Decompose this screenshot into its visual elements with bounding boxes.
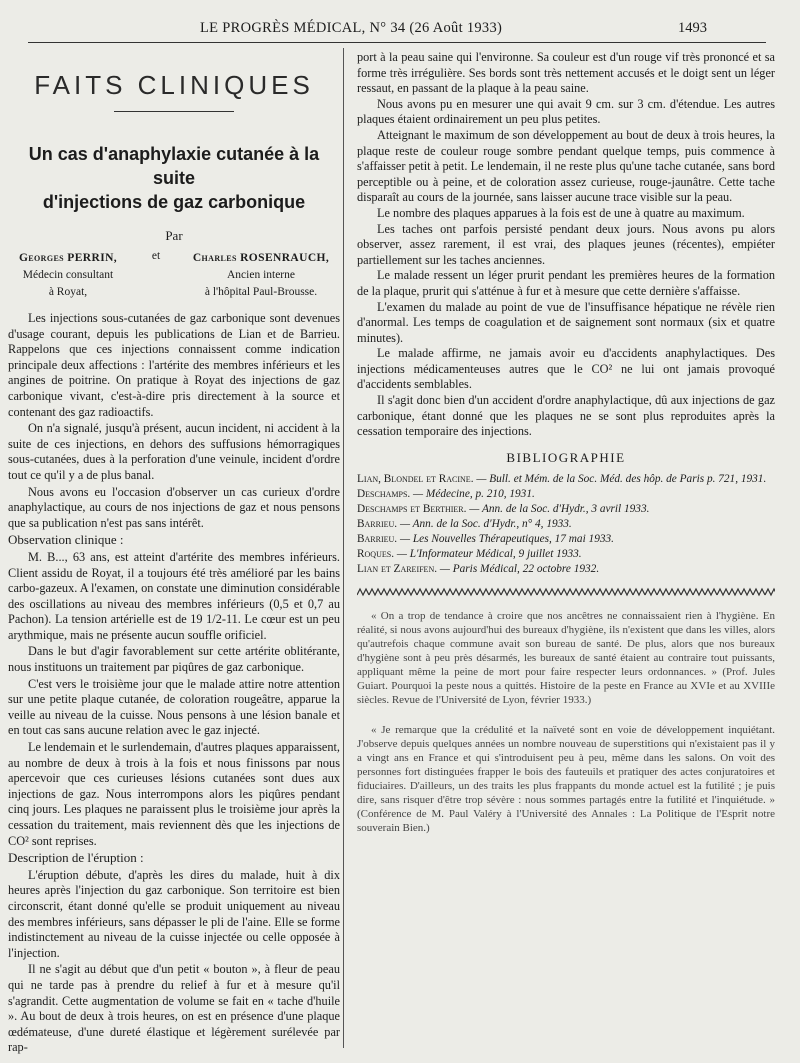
author-place: à Royat, — [48, 286, 88, 298]
bib-entry: Barrieu. — Ann. de la Soc. d'Hydr., n° 4, 1933. — [357, 517, 572, 530]
paragraph: Il s'agit donc bien d'un accident d'ordre anaphylactique, dû aux injections de gaz carbonique, étant donné que les plaques ne se sont plus reproduites après la cessation temporaire des injections. — [357, 393, 775, 439]
quote-paragraph: « Je remarque que la crédulité et la naïveté sont en voie de développement inquiétant. J'observe depuis quelques années un nombre nouveau de superstitions qui n'existaient pas il y a vingt ans en France et qui s'introduisent peu à peu, même dans les salons. On voit des personnes fort distinguées frapper le bois des fauteuils et pratiquer des actes conjuratoires et fiduciaires. D'ailleurs, un des traits les plus frappants du monde actuel est la futilité ; je puis dire, sans risquer d'être trop sévère : nous sommes partagés entre la futilité et l'inquiétude. » (Conférence de M. Paul Valéry à l'Université des Annales : La Politique de l'Esprit notre souverain Bien.) — [357, 723, 775, 834]
et-label: et — [151, 250, 161, 262]
observation-heading: Observation clinique : — [8, 532, 124, 548]
paragraph: Les injections sous-cutanées de gaz carbonique sont devenues d'usage courant, depuis les publications de Lian et de Barrieu. Rappelons que ces injections connaissent comme indication principale deux affections : l'artérite des membres inférieurs et les angines de poitrine. On pratique à Royat des injections de gaz carbonique vivant, c'est-à-dire pris directement à la source et contenant des gaz radioactifs. — [8, 311, 340, 419]
author-name: Charles ROSENRAUCH, — [192, 252, 330, 264]
running-title: LE PROGRÈS MÉDICAL, N° 34 (26 Août 1933) — [200, 20, 503, 36]
paragraph: Le malade ressent un léger prurit pendant les premières heures de la formation de la plaque, prurit qui s'atténue à fur et à mesure que cette dernière s'affaisse. — [357, 268, 775, 298]
paragraph: Le lendemain et le surlendemain, d'autres plaques apparaissent, au nombre de deux à trois à la fois et nous finissons par nous apercevoir que ces curieuses lésions cutanées sont dues aux injections de gaz. Nous interrompons alors les piqûres pendant cinq jours. Les plaques ne paraissent plus le troisième jour après la cessation du traitement, mais reviennent dès que les injections de CO² sont reprises. — [8, 740, 340, 848]
paragraph: Les taches ont parfois persisté pendant deux jours. Nous avons pu alors observer, assez rarement, il est vrai, des plaques jeunes (récentes), empiéter partiellement sur les taches anciennes. — [357, 221, 775, 267]
eruption-heading: Description de l'éruption : — [8, 850, 144, 866]
quote-block — [357, 723, 775, 835]
bibliography-title: BIBLIOGRAPHIE — [506, 449, 626, 465]
paragraph: L'éruption débute, d'après les dires du malade, huit à dix heures après l'injection du gaz carbonique. Son territoire est bien circonscrit, étant donné qu'elle se produit uniquement au niveau des membres inférieurs, sans dépasser le pli de l'aine. Elle se forme indistinctement au niveau de la cuisse injectée ou celle opposée à l'injection. — [8, 867, 340, 960]
column-divider — [343, 48, 344, 1048]
paragraph: Le nombre des plaques apparues à la fois est de une à quatre au maximum. — [377, 205, 745, 220]
section-rule — [114, 111, 234, 112]
paragraph: Nous avons pu en mesurer une qui avait 9 cm. sur 3 cm. d'étendue. Les autres plaques étaient ordinairement un peu plus petites. — [357, 96, 775, 127]
bib-entry: Lian et Zareifen. — Paris Médical, 22 octobre 1932. — [357, 562, 600, 575]
ornament-divider-graphic — [357, 587, 775, 597]
author-place: à l'hôpital Paul-Brousse. — [204, 286, 318, 298]
paragraph: port à la peau saine qui l'environne. Sa couleur est d'un rouge vif très prononcé et sa forme très irrégulière. Ses bords sont très nettement accusés et le doigt sent un léger ressaut, en passant de la plaque à la peau saine. — [357, 50, 775, 96]
ornament-divider — [357, 587, 775, 597]
right-column — [357, 50, 775, 835]
author-role: Médecin consultant — [22, 269, 114, 281]
author-perrin — [8, 250, 128, 301]
quote-block — [357, 609, 775, 707]
article-title-line2: d'injections de gaz carbonique — [42, 192, 306, 212]
page-number: 1493 — [678, 20, 707, 36]
bibliography-list — [357, 472, 775, 577]
par-label: Par — [165, 228, 183, 243]
bib-entry: Lian, Blondel et Racine. — Bull. et Mém. de la Soc. Méd. des hôp. de Paris p. 721, 1931. — [357, 472, 767, 485]
bib-entry: Barrieu. — Les Nouvelles Thérapeutiques, 17 mai 1933. — [357, 532, 614, 545]
paragraph: Atteignant le maximum de son développement au bout de deux à trois heures, la plaque reste de couleur rouge sombre pendant quelque temps, puis commence à s'affaisser petit à petit. Le lendemain, il ne reste plus qu'une tache cutanée, sans bord perceptible ou à peine, et de coloration assez curieuse, rouge-jaunâtre. Cette tache disparaît au cours de la journée, sans laisser aucune trace visible sur la peau. — [357, 127, 775, 205]
paragraph: Nous avons eu l'occasion d'observer un cas curieux d'ordre anaphylactique, au cours de nos injections de gaz et nous pensons que sa publication n'est pas sans intérêt. — [8, 484, 340, 530]
author-name: Georges PERRIN, — [18, 252, 118, 264]
paragraph: L'examen du malade au point de vue de l'insuffisance hépatique ne révèle rien d'anormal. Les temps de coagulation et de saignement sont normaux (six et quatre minutes). — [357, 299, 775, 345]
paragraph: On n'a signalé, jusqu'à présent, aucun incident, ni accident à la suite de ces injections, en dehors des suffusions hémorragiques sous-cutanées, dues à la perforation d'une veinule, incident d'ordre tout ce qu'il y a de plus banal. — [8, 421, 340, 482]
left-column — [8, 50, 340, 1056]
authors — [8, 250, 340, 310]
section-title: FAITS CLINIQUES — [34, 70, 314, 100]
bib-entry: Deschamps. — Médecine, p. 210, 1931. — [357, 487, 535, 500]
paragraph: Dans le but d'agir favorablement sur cette artérite oblitérante, nous instituons un traitement par piqûres de gaz carbonique. — [8, 644, 340, 675]
header-rule — [28, 42, 766, 43]
author-rosenrauch — [186, 250, 336, 301]
author-role: Ancien interne — [226, 269, 295, 281]
paragraph: M. B..., 63 ans, est atteint d'artérite des membres inférieurs. Client assidu de Royat, il a toujours été très amélioré par les bains carbo-gazeux. A l'examen, on constate une diminution considérable des oscillations au niveau des membres inférieurs (0,5 et 0,7 au Pachon). La tension artérielle est de 19 1/2-11. Le cœur est un peu arythmique, mais ne présente aucun souffle orificiel. — [8, 549, 340, 642]
paragraph: C'est vers le troisième jour que le malade attire notre attention sur une petite plaque cutanée, de coloration rougeâtre, apparue la veille au niveau de la cuisse. Nous pensons à une lésion banale et en tout cas sans aucune relation avec le gaz injecté. — [8, 676, 340, 738]
article-title — [8, 142, 340, 214]
bib-entry: Roques. — L'Informateur Médical, 9 juillet 1933. — [357, 547, 582, 560]
bib-entry: Deschamps et Berthier. — Ann. de la Soc. d'Hydr., 3 avril 1933. — [357, 502, 650, 515]
article-title-line1: Un cas d'anaphylaxie cutanée à la suite — [28, 144, 320, 188]
paragraph: Il ne s'agit au début que d'un petit « bouton », à fleur de peau qui ne tarde pas à prendre du relief à fur et à mesure qu'il s'agrandit. Cette augmentation de volume se fait en « tache d'huile ». Au bout de deux à trois heures, on est en présence d'une plaque œdémateuse, d'une dureté élastique et légèrement surélevée par rap- — [8, 962, 340, 1055]
quote-paragraph: « On a trop de tendance à croire que nos ancêtres ne connaissaient rien à l'hygiène. En réalité, si nous avons aujourd'hui des bureaux d'hygiène, ils n'existent que dans les villes, alors qu'autrefois chaque commune avait son bureau de santé. De plus, alors que nos bureaux d'hygiène sont à peu près désarmés, les bureaux de santé étaient au contraire tout puissants, appliquant même la peine de mort pour faire respecter leurs ordonnances. » (Prof. Jules Guiart. Pourquoi la peste nous a quittés. Histoire de la peste en France au XVIe et au XVIIIe siècles. Revue de l'Université de Lyon, février 1933.) — [357, 609, 775, 706]
running-header — [0, 20, 800, 42]
paragraph: Le malade affirme, ne jamais avoir eu d'accidents anaphylactiques. Des injections médicamenteuses autres que le CO² ne lui ont jamais provoqué d'accidents semblables. — [357, 346, 775, 392]
